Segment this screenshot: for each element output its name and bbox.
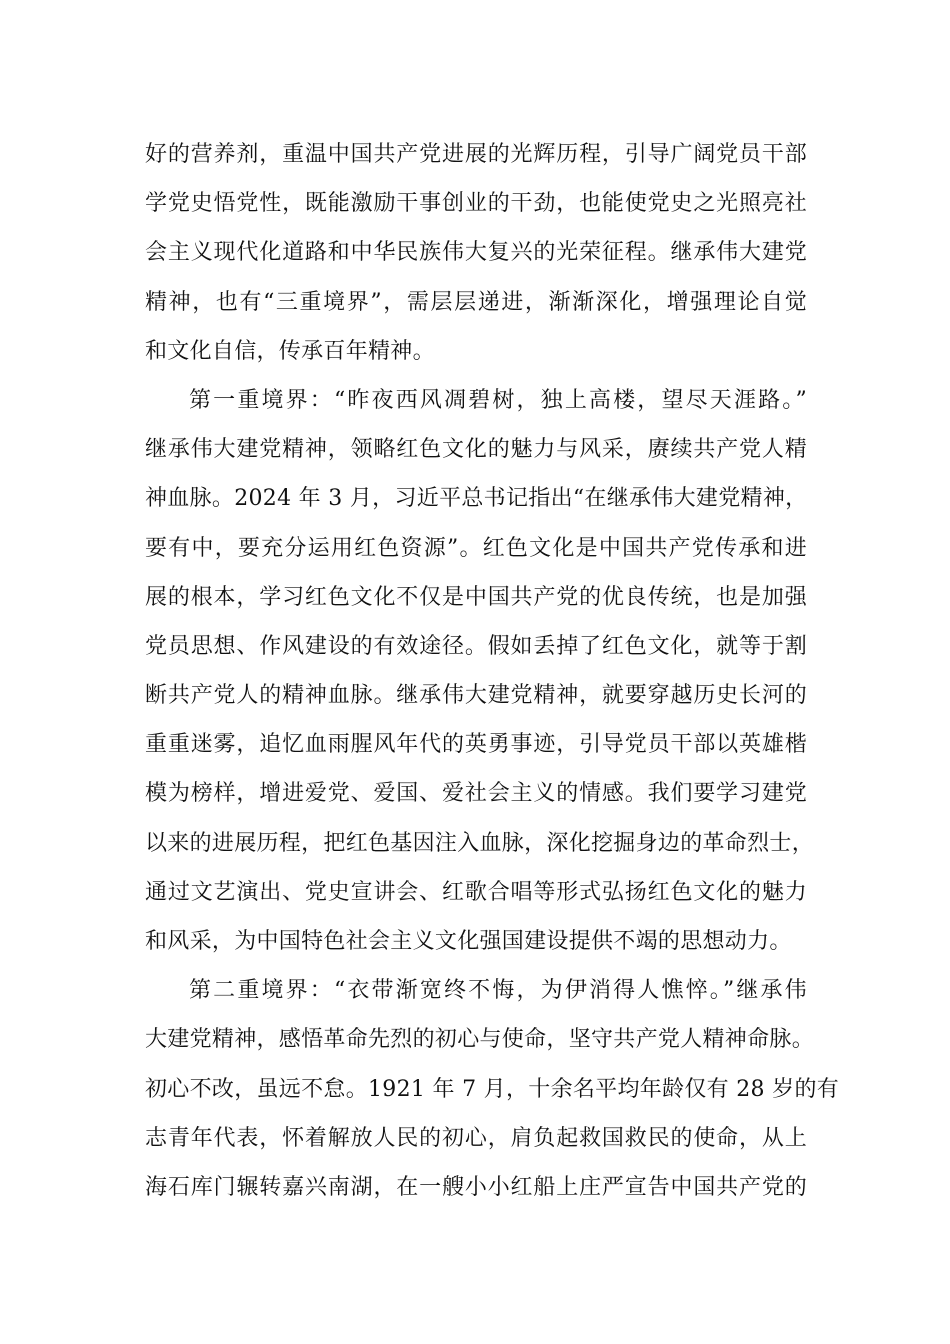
text-line: 断共产党人的精神血脉。继承伟大建党精神，就要穿越历史长河的 <box>145 683 807 709</box>
text-line: 好的营养剂，重温中国共产党进展的光辉历程，引导广阔党员干部 <box>145 142 807 167</box>
text-line: 学党史悟党性，既能激励干事创业的干劲，也能使党史之光照亮社 <box>145 191 807 217</box>
text-line: 模为榜样，增进爱党、爱国、爱社会主义的情感。我们要学习建党 <box>145 781 807 807</box>
text-line: 第一重境界：“昨夜西风凋碧树，独上高楼，望尽天涯路。” <box>189 387 807 413</box>
text-line: 会主义现代化道路和中华民族伟大复兴的光荣征程。继承伟大建党 <box>145 240 807 266</box>
text-line: 重重迷雾，追忆血雨腥风年代的英勇事迹，引导党员干部以英雄楷 <box>145 732 807 758</box>
text-line: 海石库门辗转嘉兴南湖，在一艘小小红船上庄严宣告中国共产党的 <box>145 1174 807 1200</box>
text-line: 要有中，要充分运用红色资源”。红色文化是中国共产党传承和进 <box>145 535 807 561</box>
text-line: 继承伟大建党精神，领略红色文化的魅力与风采，赓续共产党人精 <box>145 437 807 463</box>
text-line: 神血脉。2024 年 3 月，习近平总书记指出“在继承伟大建党精神， <box>145 486 808 512</box>
text-line: 初心不改，虽远不怠。1921 年 7 月，十余名平均年龄仅有 28 岁的有 <box>145 1076 840 1102</box>
text-line: 和文化自信，传承百年精神。 <box>145 338 435 364</box>
text-line: 志青年代表，怀着解放人民的初心，肩负起救国救民的使命，从上 <box>145 1125 807 1151</box>
text-line: 党员思想、作风建设的有效途径。假如丢掉了红色文化，就等于割 <box>145 633 807 659</box>
text-line: 通过文艺演出、党史宣讲会、红歌合唱等形式弘扬红色文化的魅力 <box>145 879 807 905</box>
text-line: 第二重境界：“衣带渐宽终不悔，为伊消得人憔悴。”继承伟 <box>189 978 807 1004</box>
text-line: 大建党精神，感悟革命先烈的初心与使命，坚守共产党人精神命脉。 <box>145 1027 815 1053</box>
text-line: 精神，也有“三重境界”，需层层递进，渐渐深化，增强理论自觉 <box>145 289 807 315</box>
text-line: 展的根本，学习红色文化不仅是中国共产党的优良传统，也是加强 <box>145 584 807 610</box>
body-text <box>145 130 840 1212</box>
text-line: 以来的进展历程，把红色基因注入血脉，深化挖掘身边的革命烈士， <box>145 830 815 856</box>
text-line: 和风采，为中国特色社会主义文化强国建设提供不竭的思想动力。 <box>145 929 792 954</box>
